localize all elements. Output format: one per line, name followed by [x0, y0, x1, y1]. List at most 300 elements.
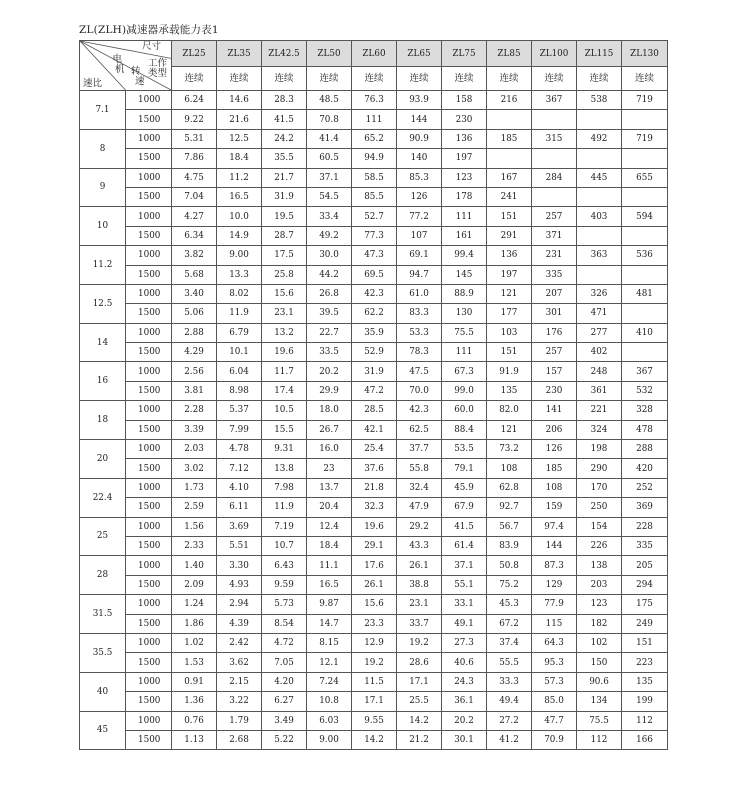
capacity-cell: 37.1 — [442, 556, 487, 575]
capacity-cell: 47.9 — [397, 498, 442, 517]
capacity-cell: 1.73 — [172, 478, 217, 497]
capacity-cell: 29.2 — [397, 517, 442, 536]
capacity-cell: 369 — [622, 498, 668, 517]
capacity-cell: 19.2 — [352, 653, 397, 672]
capacity-cell: 328 — [622, 401, 668, 420]
capacity-cell: 655 — [622, 168, 668, 187]
capacity-cell: 21.2 — [397, 730, 442, 749]
capacity-cell: 0.91 — [172, 672, 217, 691]
capacity-cell: 2.88 — [172, 323, 217, 342]
capacity-cell: 22.7 — [307, 323, 352, 342]
capacity-cell: 67.2 — [487, 614, 532, 633]
capacity-cell: 2.15 — [217, 672, 262, 691]
capacity-cell: 41.2 — [487, 730, 532, 749]
capacity-cell: 207 — [532, 284, 577, 303]
capacity-cell: 88.9 — [442, 284, 487, 303]
capacity-cell: 91.9 — [487, 362, 532, 381]
capacity-cell: 154 — [577, 517, 622, 536]
motor-speed-cell: 1500 — [126, 536, 172, 555]
capacity-cell: 290 — [577, 459, 622, 478]
capacity-cell: 62.8 — [487, 478, 532, 497]
capacity-cell: 3.22 — [217, 692, 262, 711]
model-header: ZL100 — [532, 41, 577, 67]
table-row — [80, 304, 668, 323]
capacity-cell: 28.7 — [262, 226, 307, 245]
table-row — [80, 653, 668, 672]
capacity-cell: 324 — [577, 420, 622, 439]
capacity-cell: 170 — [577, 478, 622, 497]
motor-speed-cell: 1500 — [126, 692, 172, 711]
capacity-cell: 1.13 — [172, 730, 217, 749]
capacity-cell: 7.12 — [217, 459, 262, 478]
capacity-cell — [622, 343, 668, 362]
capacity-cell: 478 — [622, 420, 668, 439]
capacity-cell: 130 — [442, 304, 487, 323]
capacity-cell: 538 — [577, 91, 622, 110]
capacity-cell — [577, 265, 622, 284]
capacity-cell: 5.73 — [262, 595, 307, 614]
capacity-cell: 9.55 — [352, 711, 397, 730]
table-row — [80, 672, 668, 691]
table-row — [80, 168, 668, 187]
capacity-cell: 167 — [487, 168, 532, 187]
capacity-cell: 42.3 — [397, 401, 442, 420]
capacity-cell: 144 — [397, 110, 442, 129]
capacity-cell: 123 — [577, 595, 622, 614]
capacity-cell: 92.7 — [487, 498, 532, 517]
capacity-cell: 47.2 — [352, 381, 397, 400]
capacity-cell: 17.1 — [352, 692, 397, 711]
ratio-cell: 35.5 — [80, 633, 126, 672]
capacity-cell: 79.1 — [442, 459, 487, 478]
capacity-cell: 31.9 — [262, 187, 307, 206]
work-type-cell: 连续 — [172, 67, 217, 91]
capacity-cell: 12.4 — [307, 517, 352, 536]
model-header: ZL42.5 — [262, 41, 307, 67]
capacity-cell: 15.6 — [352, 595, 397, 614]
capacity-cell: 90.6 — [577, 672, 622, 691]
capacity-cell: 17.4 — [262, 381, 307, 400]
capacity-cell: 6.43 — [262, 556, 307, 575]
capacity-cell: 76.3 — [352, 91, 397, 110]
capacity-cell: 249 — [622, 614, 668, 633]
capacity-cell: 70.8 — [307, 110, 352, 129]
capacity-cell: 90.9 — [397, 129, 442, 148]
capacity-cell: 112 — [622, 711, 668, 730]
capacity-cell: 121 — [487, 420, 532, 439]
capacity-cell: 20.2 — [307, 362, 352, 381]
capacity-cell: 3.49 — [262, 711, 307, 730]
capacity-cell: 47.5 — [397, 362, 442, 381]
capacity-cell: 24.2 — [262, 129, 307, 148]
capacity-cell: 335 — [622, 536, 668, 555]
table-row — [80, 575, 668, 594]
capacity-cell: 7.24 — [307, 672, 352, 691]
capacity-cell: 2.42 — [217, 633, 262, 652]
table-row — [80, 226, 668, 245]
capacity-cell: 284 — [532, 168, 577, 187]
capacity-cell: 21.8 — [352, 478, 397, 497]
capacity-cell: 4.75 — [172, 168, 217, 187]
motor-speed-cell: 1000 — [126, 517, 172, 536]
work-type-cell: 连续 — [622, 67, 668, 91]
load-capacity-table — [79, 40, 668, 750]
motor-speed-cell: 1000 — [126, 91, 172, 110]
capacity-cell: 10.7 — [262, 536, 307, 555]
capacity-cell: 175 — [622, 595, 668, 614]
capacity-cell: 111 — [442, 343, 487, 362]
capacity-cell: 7.99 — [217, 420, 262, 439]
capacity-cell: 21.7 — [262, 168, 307, 187]
capacity-cell: 99.4 — [442, 246, 487, 265]
capacity-cell: 252 — [622, 478, 668, 497]
capacity-cell: 32.4 — [397, 478, 442, 497]
capacity-cell: 250 — [577, 498, 622, 517]
motor-speed-cell: 1000 — [126, 672, 172, 691]
capacity-cell: 257 — [532, 207, 577, 226]
model-header: ZL130 — [622, 41, 668, 67]
capacity-cell: 141 — [532, 401, 577, 420]
capacity-cell: 23.1 — [262, 304, 307, 323]
capacity-cell: 47.3 — [352, 246, 397, 265]
capacity-cell: 594 — [622, 207, 668, 226]
capacity-cell: 4.78 — [217, 440, 262, 459]
capacity-cell: 11.7 — [262, 362, 307, 381]
capacity-cell: 49.2 — [307, 226, 352, 245]
capacity-cell — [532, 149, 577, 168]
model-header: ZL25 — [172, 41, 217, 67]
capacity-cell: 3.02 — [172, 459, 217, 478]
capacity-cell: 41.5 — [442, 517, 487, 536]
capacity-cell: 85.0 — [532, 692, 577, 711]
ratio-cell: 25 — [80, 517, 126, 556]
capacity-cell: 33.5 — [307, 343, 352, 362]
table-title: ZL(ZLH)减速器承载能力表1 — [79, 24, 219, 36]
header-corner — [80, 41, 172, 91]
capacity-cell: 42.1 — [352, 420, 397, 439]
capacity-cell: 161 — [442, 226, 487, 245]
capacity-cell: 3.69 — [217, 517, 262, 536]
motor-speed-cell: 1000 — [126, 323, 172, 342]
capacity-cell: 107 — [397, 226, 442, 245]
capacity-cell: 38.8 — [397, 575, 442, 594]
capacity-cell: 8.54 — [262, 614, 307, 633]
capacity-cell: 363 — [577, 246, 622, 265]
capacity-cell: 26.1 — [397, 556, 442, 575]
capacity-cell: 185 — [532, 459, 577, 478]
capacity-cell: 108 — [487, 459, 532, 478]
capacity-cell: 77.3 — [352, 226, 397, 245]
capacity-cell: 23.1 — [397, 595, 442, 614]
capacity-cell: 136 — [442, 129, 487, 148]
capacity-cell: 60.0 — [442, 401, 487, 420]
capacity-cell: 17.1 — [397, 672, 442, 691]
table-row — [80, 556, 668, 575]
capacity-cell: 42.3 — [352, 284, 397, 303]
capacity-cell: 361 — [577, 381, 622, 400]
ratio-cell: 14 — [80, 323, 126, 362]
capacity-cell: 13.2 — [262, 323, 307, 342]
motor-speed-cell: 1500 — [126, 187, 172, 206]
capacity-cell: 197 — [487, 265, 532, 284]
capacity-cell: 11.2 — [217, 168, 262, 187]
capacity-cell: 135 — [487, 381, 532, 400]
work-type-cell: 连续 — [442, 67, 487, 91]
capacity-cell: 4.10 — [217, 478, 262, 497]
capacity-cell: 33.4 — [307, 207, 352, 226]
capacity-cell: 151 — [622, 633, 668, 652]
capacity-cell: 12.5 — [217, 129, 262, 148]
capacity-cell — [622, 110, 668, 129]
capacity-cell: 9.31 — [262, 440, 307, 459]
capacity-cell: 95.3 — [532, 653, 577, 672]
capacity-cell: 69.1 — [397, 246, 442, 265]
capacity-cell: 58.5 — [352, 168, 397, 187]
capacity-cell: 206 — [532, 420, 577, 439]
capacity-cell: 126 — [397, 187, 442, 206]
capacity-cell: 230 — [442, 110, 487, 129]
capacity-cell: 7.05 — [262, 653, 307, 672]
capacity-cell: 30.0 — [307, 246, 352, 265]
capacity-cell: 277 — [577, 323, 622, 342]
capacity-cell: 157 — [532, 362, 577, 381]
ratio-cell: 18 — [80, 401, 126, 440]
capacity-cell: 33.3 — [487, 672, 532, 691]
model-header: ZL50 — [307, 41, 352, 67]
capacity-cell: 35.5 — [262, 149, 307, 168]
capacity-cell: 8.02 — [217, 284, 262, 303]
capacity-cell: 10.5 — [262, 401, 307, 420]
table-row — [80, 149, 668, 168]
ratio-cell: 7.1 — [80, 91, 126, 130]
capacity-cell: 37.1 — [307, 168, 352, 187]
capacity-cell: 198 — [577, 440, 622, 459]
capacity-cell: 29.9 — [307, 381, 352, 400]
capacity-cell: 1.56 — [172, 517, 217, 536]
capacity-cell: 228 — [622, 517, 668, 536]
capacity-cell — [622, 149, 668, 168]
model-header: ZL85 — [487, 41, 532, 67]
capacity-cell: 111 — [442, 207, 487, 226]
capacity-cell: 41.4 — [307, 129, 352, 148]
capacity-cell: 2.68 — [217, 730, 262, 749]
capacity-cell: 3.30 — [217, 556, 262, 575]
model-header: ZL65 — [397, 41, 442, 67]
capacity-cell — [577, 110, 622, 129]
capacity-cell — [622, 226, 668, 245]
capacity-cell: 27.3 — [442, 633, 487, 652]
capacity-cell: 248 — [577, 362, 622, 381]
capacity-cell: 9.00 — [217, 246, 262, 265]
capacity-cell: 30.1 — [442, 730, 487, 749]
capacity-cell: 231 — [532, 246, 577, 265]
table-row — [80, 614, 668, 633]
capacity-cell: 294 — [622, 575, 668, 594]
capacity-cell: 403 — [577, 207, 622, 226]
capacity-cell: 75.2 — [487, 575, 532, 594]
capacity-cell: 20.2 — [442, 711, 487, 730]
capacity-cell: 27.2 — [487, 711, 532, 730]
capacity-cell: 78.3 — [397, 343, 442, 362]
motor-speed-cell: 1500 — [126, 420, 172, 439]
table-row — [80, 362, 668, 381]
capacity-cell: 6.79 — [217, 323, 262, 342]
capacity-cell: 108 — [532, 478, 577, 497]
capacity-cell: 481 — [622, 284, 668, 303]
capacity-cell: 367 — [622, 362, 668, 381]
capacity-cell: 61.0 — [397, 284, 442, 303]
motor-speed-cell: 1000 — [126, 633, 172, 652]
capacity-cell: 257 — [532, 343, 577, 362]
capacity-cell: 3.62 — [217, 653, 262, 672]
capacity-cell: 8.98 — [217, 381, 262, 400]
capacity-cell: 129 — [532, 575, 577, 594]
ratio-cell: 16 — [80, 362, 126, 401]
capacity-cell: 197 — [442, 149, 487, 168]
capacity-cell: 28.5 — [352, 401, 397, 420]
capacity-cell: 5.22 — [262, 730, 307, 749]
work-type-cell: 连续 — [262, 67, 307, 91]
capacity-cell: 4.72 — [262, 633, 307, 652]
corner-label-work-type: 工作 类型 — [147, 58, 167, 79]
capacity-cell: 2.09 — [172, 575, 217, 594]
capacity-cell: 536 — [622, 246, 668, 265]
capacity-cell: 12.1 — [307, 653, 352, 672]
capacity-cell: 25.5 — [397, 692, 442, 711]
capacity-cell: 83.9 — [487, 536, 532, 555]
capacity-cell: 3.40 — [172, 284, 217, 303]
capacity-cell: 61.4 — [442, 536, 487, 555]
capacity-cell: 112 — [577, 730, 622, 749]
capacity-cell: 83.3 — [397, 304, 442, 323]
capacity-cell: 159 — [532, 498, 577, 517]
motor-speed-cell: 1500 — [126, 575, 172, 594]
capacity-cell: 367 — [532, 91, 577, 110]
capacity-cell: 15.6 — [262, 284, 307, 303]
model-header: ZL35 — [217, 41, 262, 67]
capacity-cell: 1.40 — [172, 556, 217, 575]
capacity-cell: 140 — [397, 149, 442, 168]
capacity-cell: 5.68 — [172, 265, 217, 284]
capacity-cell: 288 — [622, 440, 668, 459]
table-row — [80, 595, 668, 614]
capacity-cell: 26.1 — [352, 575, 397, 594]
capacity-cell: 62.2 — [352, 304, 397, 323]
model-header-row — [80, 41, 668, 67]
ratio-cell: 12.5 — [80, 284, 126, 323]
capacity-cell: 221 — [577, 401, 622, 420]
model-header: ZL60 — [352, 41, 397, 67]
motor-speed-cell: 1500 — [126, 381, 172, 400]
capacity-cell: 6.04 — [217, 362, 262, 381]
motor-speed-cell: 1500 — [126, 304, 172, 323]
capacity-cell: 7.86 — [172, 149, 217, 168]
capacity-cell: 138 — [577, 556, 622, 575]
capacity-cell — [622, 265, 668, 284]
motor-speed-cell: 1000 — [126, 440, 172, 459]
capacity-cell: 25.8 — [262, 265, 307, 284]
table-row — [80, 91, 668, 110]
capacity-cell: 55.5 — [487, 653, 532, 672]
capacity-cell: 32.3 — [352, 498, 397, 517]
capacity-cell: 29.1 — [352, 536, 397, 555]
capacity-cell: 3.39 — [172, 420, 217, 439]
capacity-cell: 166 — [622, 730, 668, 749]
capacity-cell: 67.9 — [442, 498, 487, 517]
capacity-cell: 4.29 — [172, 343, 217, 362]
capacity-cell: 123 — [442, 168, 487, 187]
capacity-cell: 11.1 — [307, 556, 352, 575]
capacity-cell: 3.81 — [172, 381, 217, 400]
capacity-cell: 15.5 — [262, 420, 307, 439]
capacity-cell: 135 — [622, 672, 668, 691]
capacity-cell: 315 — [532, 129, 577, 148]
motor-speed-cell: 1500 — [126, 265, 172, 284]
table-row — [80, 265, 668, 284]
table-row — [80, 730, 668, 749]
motor-speed-cell: 1500 — [126, 149, 172, 168]
table-row — [80, 343, 668, 362]
capacity-cell — [577, 226, 622, 245]
capacity-cell: 4.93 — [217, 575, 262, 594]
capacity-cell: 9.22 — [172, 110, 217, 129]
capacity-cell: 17.5 — [262, 246, 307, 265]
capacity-cell: 57.3 — [532, 672, 577, 691]
capacity-cell: 719 — [622, 129, 668, 148]
capacity-cell: 73.2 — [487, 440, 532, 459]
capacity-cell: 226 — [577, 536, 622, 555]
capacity-cell: 18.0 — [307, 401, 352, 420]
capacity-cell: 60.5 — [307, 149, 352, 168]
capacity-cell: 11.9 — [262, 498, 307, 517]
capacity-cell: 182 — [577, 614, 622, 633]
capacity-cell: 492 — [577, 129, 622, 148]
capacity-cell: 151 — [487, 343, 532, 362]
capacity-cell: 151 — [487, 207, 532, 226]
capacity-cell: 55.1 — [442, 575, 487, 594]
capacity-cell: 158 — [442, 91, 487, 110]
capacity-cell: 1.86 — [172, 614, 217, 633]
capacity-cell: 47.7 — [532, 711, 577, 730]
capacity-cell: 56.7 — [487, 517, 532, 536]
capacity-cell: 2.59 — [172, 498, 217, 517]
capacity-cell: 19.2 — [397, 633, 442, 652]
capacity-cell — [487, 110, 532, 129]
capacity-cell: 50.8 — [487, 556, 532, 575]
capacity-cell: 43.3 — [397, 536, 442, 555]
table-row — [80, 246, 668, 265]
capacity-cell: 49.4 — [487, 692, 532, 711]
ratio-cell: 10 — [80, 207, 126, 246]
motor-speed-cell: 1000 — [126, 207, 172, 226]
capacity-cell: 177 — [487, 304, 532, 323]
corner-label-ratio: 速比 — [83, 78, 103, 89]
capacity-cell: 41.5 — [262, 110, 307, 129]
capacity-cell: 14.9 — [217, 226, 262, 245]
motor-speed-cell: 1000 — [126, 362, 172, 381]
capacity-cell: 21.6 — [217, 110, 262, 129]
capacity-cell — [487, 149, 532, 168]
capacity-cell: 28.6 — [397, 653, 442, 672]
capacity-cell: 2.28 — [172, 401, 217, 420]
capacity-cell: 75.5 — [442, 323, 487, 342]
capacity-cell: 65.2 — [352, 129, 397, 148]
capacity-cell: 19.6 — [262, 343, 307, 362]
capacity-cell: 136 — [487, 246, 532, 265]
capacity-cell: 410 — [622, 323, 668, 342]
capacity-cell: 8.15 — [307, 633, 352, 652]
capacity-cell: 17.6 — [352, 556, 397, 575]
